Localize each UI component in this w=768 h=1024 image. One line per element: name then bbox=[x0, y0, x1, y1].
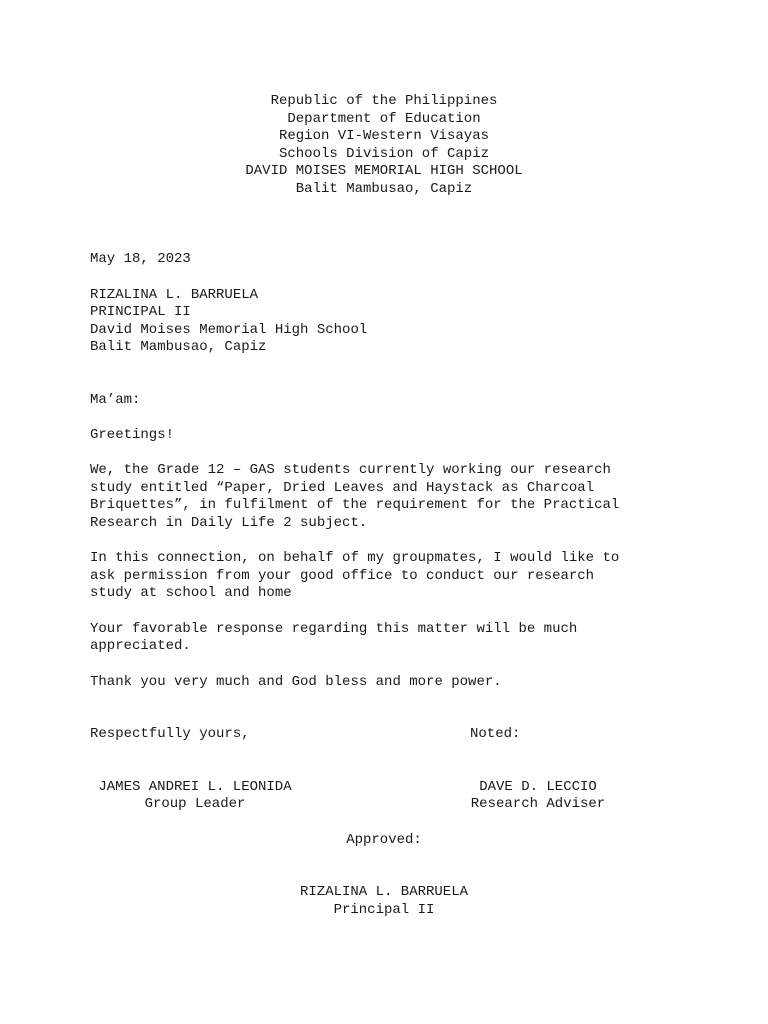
recipient-position: PRINCIPAL II bbox=[90, 304, 191, 320]
approved-label: Approved: bbox=[346, 831, 422, 848]
signatory-left-title: Group Leader bbox=[144, 796, 246, 812]
recipient-address: Balit Mambusao, Capiz bbox=[90, 339, 267, 355]
signatory-bottom-name: RIZALINA L. BARRUELA bbox=[299, 884, 469, 900]
signatory-right-name: DAVE D. LECCIO bbox=[479, 778, 597, 795]
recipient-school: David Moises Memorial High School bbox=[90, 321, 368, 338]
letter-date: May 18, 2023 bbox=[90, 251, 191, 267]
paragraph-line: study entitled “Paper, Dried Leaves and Haystack as Charcoal bbox=[90, 479, 595, 496]
letterhead-line-region: Region VI-Western Visayas bbox=[278, 128, 490, 144]
letterhead-line-republic: Republic of the Philippines bbox=[270, 93, 498, 109]
letterhead-line-department: Department of Education bbox=[287, 110, 481, 127]
body-paragraph-4: Thank you very much and God bless and more power. bbox=[90, 673, 502, 690]
paragraph-line: appreciated. bbox=[90, 638, 191, 654]
signatory-right-title: Research Adviser bbox=[470, 796, 606, 812]
closing: Respectfully yours, bbox=[90, 726, 250, 742]
paragraph-line: Research in Daily Life 2 subject. bbox=[90, 514, 368, 531]
greeting: Greetings! bbox=[90, 427, 175, 443]
paragraph-line: study at school and home bbox=[90, 585, 292, 601]
paragraph-line: Briquettes”, in fulfilment of the requirement for the Practical bbox=[90, 497, 620, 513]
paragraph-line: Your favorable response regarding this matter will be much bbox=[90, 620, 578, 637]
signatory-bottom-title: Principal II bbox=[333, 901, 435, 918]
letterhead-line-address: Balit Mambusao, Capiz bbox=[295, 180, 473, 197]
paragraph-line: In this connection, on behalf of my groupmates, I would like to bbox=[90, 550, 620, 566]
noted-label: Noted: bbox=[470, 726, 521, 742]
recipient-name: RIZALINA L. BARRUELA bbox=[90, 286, 259, 303]
paragraph-line: We, the Grade 12 – GAS students currently working our research bbox=[90, 462, 611, 478]
signatory-left-name: JAMES ANDREI L. LEONIDA bbox=[98, 778, 292, 795]
salutation: Ma’am: bbox=[90, 391, 141, 408]
letterhead-line-division: Schools Division of Capiz bbox=[278, 145, 490, 162]
paragraph-line: ask permission from your good office to conduct our research bbox=[90, 567, 595, 584]
letterhead-line-school: DAVID MOISES MEMORIAL HIGH SCHOOL bbox=[245, 163, 523, 179]
